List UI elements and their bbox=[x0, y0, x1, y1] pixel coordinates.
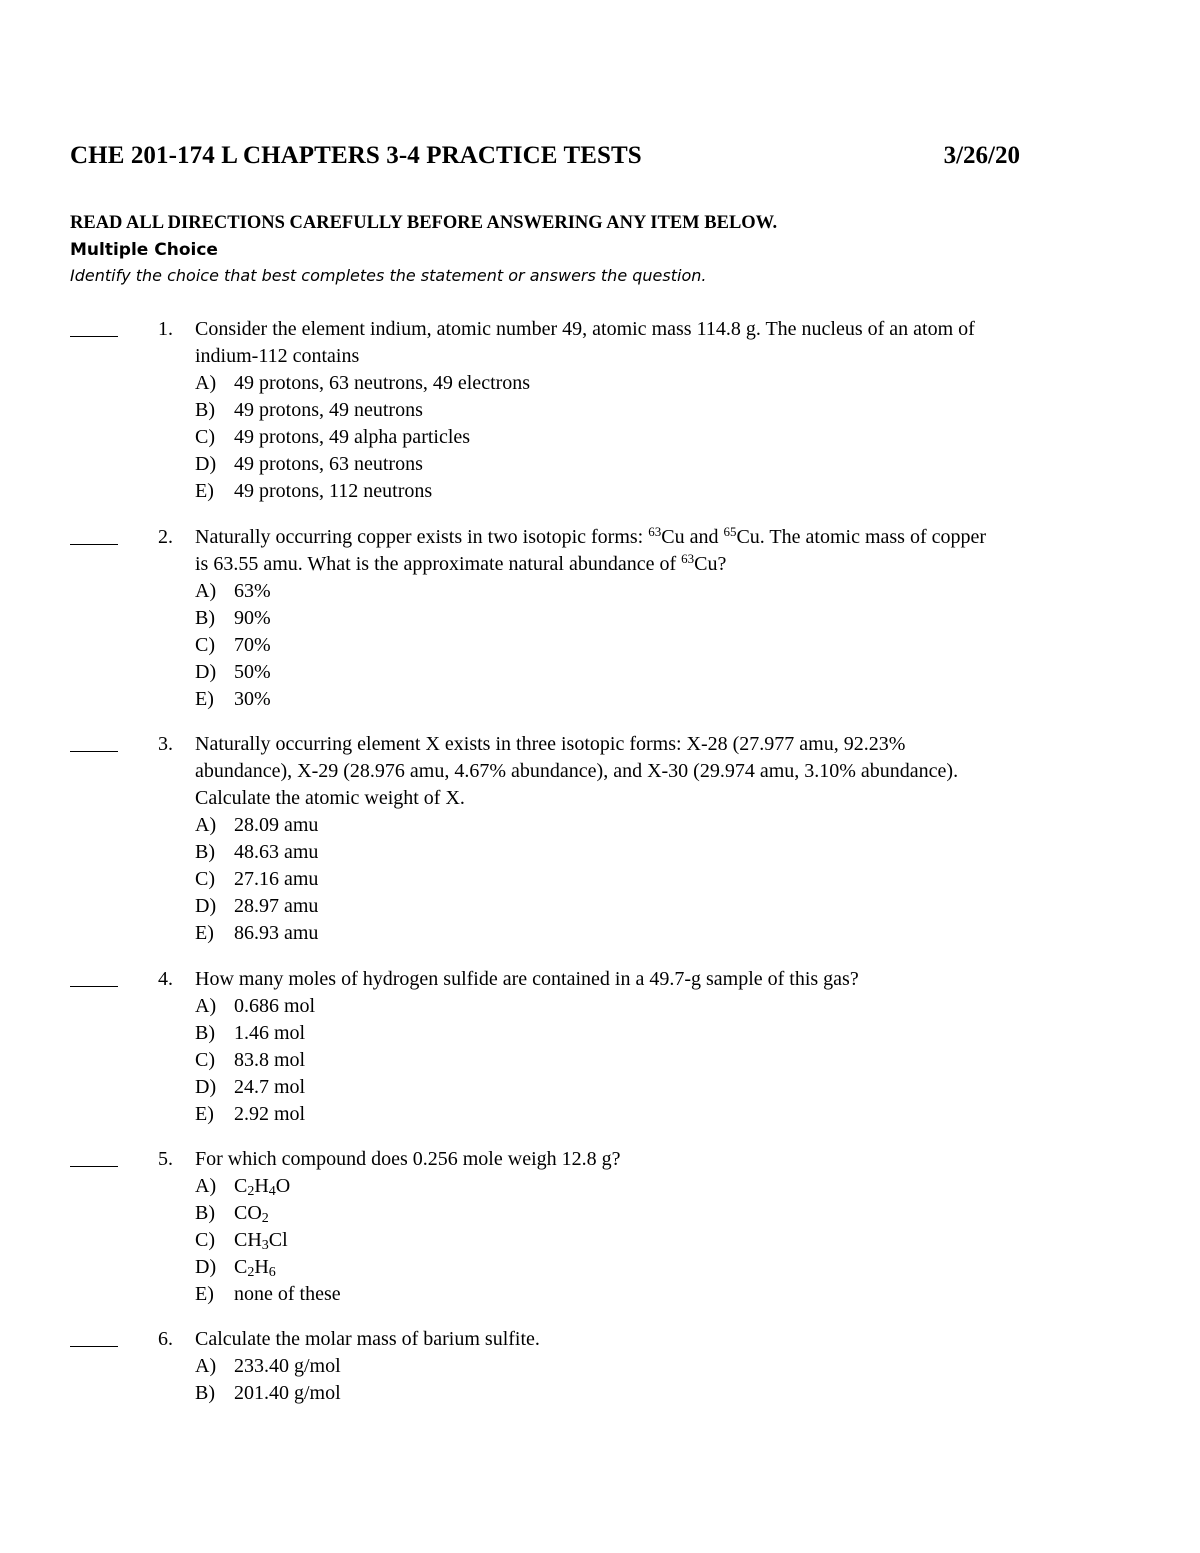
document-date: 3/26/20 bbox=[943, 142, 1020, 169]
choice-letter: E) bbox=[195, 1103, 214, 1125]
choice-letter: D) bbox=[195, 1076, 217, 1098]
choice-list bbox=[195, 578, 271, 713]
section-title: Multiple Choice bbox=[70, 240, 218, 260]
choice-letter: D) bbox=[195, 661, 217, 683]
choice-text: 2.92 mol bbox=[234, 1103, 306, 1125]
choice-d bbox=[195, 1254, 341, 1281]
choice-c bbox=[195, 1227, 341, 1254]
isotope-mass: 65 bbox=[723, 524, 737, 539]
formula-element: Cl bbox=[268, 1229, 288, 1251]
choice-text: 30% bbox=[234, 688, 271, 710]
question-stem bbox=[195, 731, 1140, 812]
choice-letter: B) bbox=[195, 1022, 215, 1044]
choice-b bbox=[195, 1200, 341, 1227]
question-stem-line: Calculate the molar mass of barium sulfite. bbox=[195, 1328, 540, 1350]
choice-letter: C) bbox=[195, 868, 215, 890]
choice-letter: E) bbox=[195, 688, 214, 710]
formula-element: H bbox=[254, 1175, 269, 1197]
choice-e bbox=[195, 1101, 315, 1128]
formula-subscript: 2 bbox=[247, 1184, 255, 1199]
chemical-formula bbox=[234, 1256, 276, 1278]
choice-c bbox=[195, 866, 318, 893]
question-number: 4. bbox=[158, 968, 173, 990]
stem-text: Cu and bbox=[661, 526, 724, 548]
question-number: 2. bbox=[158, 526, 173, 548]
choice-text: 70% bbox=[234, 634, 271, 656]
choice-letter: A) bbox=[195, 372, 217, 394]
formula-element: CH bbox=[234, 1229, 262, 1251]
choice-a bbox=[195, 370, 530, 397]
choice-e bbox=[195, 478, 530, 505]
choice-letter: A) bbox=[195, 1175, 217, 1197]
choice-letter: E) bbox=[195, 922, 214, 944]
isotope-mass: 63 bbox=[648, 524, 662, 539]
choice-text: none of these bbox=[234, 1283, 341, 1305]
choice-letter: C) bbox=[195, 426, 215, 448]
choice-text: 49 protons, 49 neutrons bbox=[234, 399, 423, 421]
choice-b bbox=[195, 397, 530, 424]
choice-text: 24.7 mol bbox=[234, 1076, 306, 1098]
choice-letter: D) bbox=[195, 1256, 217, 1278]
chemical-formula bbox=[234, 1175, 290, 1197]
choice-letter: C) bbox=[195, 1229, 215, 1251]
choice-a bbox=[195, 812, 318, 839]
chemical-formula bbox=[234, 1202, 269, 1224]
formula-element: CO bbox=[234, 1202, 262, 1224]
choice-text: 201.40 g/mol bbox=[234, 1382, 341, 1404]
choice-text: 28.09 amu bbox=[234, 814, 319, 836]
answer-blank[interactable] bbox=[70, 731, 118, 758]
chemical-formula bbox=[234, 1229, 288, 1251]
answer-blank[interactable] bbox=[70, 316, 118, 343]
formula-subscript: 6 bbox=[268, 1265, 276, 1280]
choice-letter: D) bbox=[195, 895, 217, 917]
choice-b bbox=[195, 839, 318, 866]
choice-b bbox=[195, 605, 271, 632]
formula-subscript: 4 bbox=[268, 1184, 276, 1199]
choice-d bbox=[195, 659, 271, 686]
choice-c bbox=[195, 1047, 315, 1074]
choice-letter: C) bbox=[195, 1049, 215, 1071]
choice-letter: B) bbox=[195, 607, 215, 629]
choice-letter: B) bbox=[195, 841, 215, 863]
choice-letter: C) bbox=[195, 634, 215, 656]
question-number: 1. bbox=[158, 318, 173, 340]
formula-element: H bbox=[254, 1256, 269, 1278]
choice-d bbox=[195, 451, 530, 478]
answer-blank[interactable] bbox=[70, 1146, 118, 1173]
question-number: 3. bbox=[158, 733, 173, 755]
choice-e bbox=[195, 920, 318, 947]
choice-letter: E) bbox=[195, 480, 214, 502]
choice-text: 28.97 amu bbox=[234, 895, 319, 917]
choice-list bbox=[195, 993, 315, 1128]
question-stem bbox=[195, 524, 1140, 578]
question-number: 6. bbox=[158, 1328, 173, 1350]
choice-letter: B) bbox=[195, 1202, 215, 1224]
choice-list bbox=[195, 1353, 341, 1407]
choice-c bbox=[195, 632, 271, 659]
choice-c bbox=[195, 424, 530, 451]
choice-a bbox=[195, 1173, 341, 1200]
choice-text: 27.16 amu bbox=[234, 868, 319, 890]
question-stem bbox=[195, 1146, 1140, 1173]
choice-b bbox=[195, 1380, 341, 1407]
formula-subscript: 3 bbox=[261, 1238, 269, 1253]
choice-text: 86.93 amu bbox=[234, 922, 319, 944]
answer-blank[interactable] bbox=[70, 1326, 118, 1353]
question-stem-line: Consider the element indium, atomic number 49, atomic mass 114.8 g. The nucleus of an atom of bbox=[195, 318, 975, 340]
stem-text: is 63.55 amu. What is the approximate natural abundance of bbox=[195, 553, 682, 575]
choice-letter: A) bbox=[195, 995, 217, 1017]
answer-blank[interactable] bbox=[70, 524, 118, 551]
choice-text: 49 protons, 63 neutrons, 49 electrons bbox=[234, 372, 531, 394]
question-stem-line: Calculate the atomic weight of X. bbox=[195, 787, 465, 809]
question-stem-line: For which compound does 0.256 mole weigh 12.8 g? bbox=[195, 1148, 621, 1170]
choice-list bbox=[195, 370, 530, 505]
choice-text: 0.686 mol bbox=[234, 995, 316, 1017]
choice-a bbox=[195, 993, 315, 1020]
choice-text: 48.63 amu bbox=[234, 841, 319, 863]
choice-letter: E) bbox=[195, 1283, 214, 1305]
choice-a bbox=[195, 1353, 341, 1380]
question-number: 5. bbox=[158, 1148, 173, 1170]
choice-list bbox=[195, 1173, 341, 1308]
title-row bbox=[70, 142, 1020, 178]
choice-text: 50% bbox=[234, 661, 271, 683]
directions-text: READ ALL DIRECTIONS CAREFULLY BEFORE ANSWERING ANY ITEM BELOW. bbox=[70, 213, 778, 233]
choice-text: 49 protons, 63 neutrons bbox=[234, 453, 423, 475]
formula-subscript: 2 bbox=[247, 1265, 255, 1280]
stem-text: Naturally occurring copper exists in two isotopic forms: bbox=[195, 526, 649, 548]
stem-text: Cu? bbox=[694, 553, 727, 575]
choice-text: 63% bbox=[234, 580, 271, 602]
choice-text: 90% bbox=[234, 607, 271, 629]
stem-text: Cu. The atomic mass of copper bbox=[736, 526, 987, 548]
choice-d bbox=[195, 893, 318, 920]
choice-d bbox=[195, 1074, 315, 1101]
choice-letter: A) bbox=[195, 1355, 217, 1377]
choice-text: 49 protons, 112 neutrons bbox=[234, 480, 433, 502]
choice-text: 83.8 mol bbox=[234, 1049, 306, 1071]
question-stem-line: abundance), X-29 (28.976 amu, 4.67% abundance), and X-30 (29.974 amu, 3.10% abundance). bbox=[195, 760, 959, 782]
isotope-mass: 63 bbox=[681, 551, 695, 566]
question-stem-line: Naturally occurring element X exists in three isotopic forms: X-28 (27.977 amu, 92.23% bbox=[195, 733, 906, 755]
question-stem bbox=[195, 1326, 1140, 1353]
choice-list bbox=[195, 812, 318, 947]
choice-text: 1.46 mol bbox=[234, 1022, 306, 1044]
formula-element: O bbox=[275, 1175, 291, 1197]
formula-element: C bbox=[234, 1256, 248, 1278]
choice-letter: B) bbox=[195, 399, 215, 421]
choice-e bbox=[195, 686, 271, 713]
formula-element: C bbox=[234, 1175, 248, 1197]
formula-subscript: 2 bbox=[261, 1211, 269, 1226]
question-stem-line bbox=[195, 551, 1140, 578]
choice-letter: B) bbox=[195, 1382, 215, 1404]
choice-a bbox=[195, 578, 271, 605]
page-title: CHE 201-174 L CHAPTERS 3-4 PRACTICE TESTS bbox=[70, 142, 642, 169]
choice-letter: A) bbox=[195, 814, 217, 836]
question-stem bbox=[195, 316, 1140, 370]
question-stem-line bbox=[195, 524, 1140, 551]
choice-letter: D) bbox=[195, 453, 217, 475]
choice-e bbox=[195, 1281, 341, 1308]
answer-blank[interactable] bbox=[70, 966, 118, 993]
choice-text: 233.40 g/mol bbox=[234, 1355, 341, 1377]
question-stem-line: How many moles of hydrogen sulfide are contained in a 49.7-g sample of this gas? bbox=[195, 968, 859, 990]
choice-b bbox=[195, 1020, 315, 1047]
section-instructions: Identify the choice that best completes the statement or answers the question. bbox=[70, 266, 707, 285]
choice-letter: A) bbox=[195, 580, 217, 602]
question-stem bbox=[195, 966, 1140, 993]
choice-text: 49 protons, 49 alpha particles bbox=[234, 426, 471, 448]
question-stem-line: indium-112 contains bbox=[195, 345, 360, 367]
